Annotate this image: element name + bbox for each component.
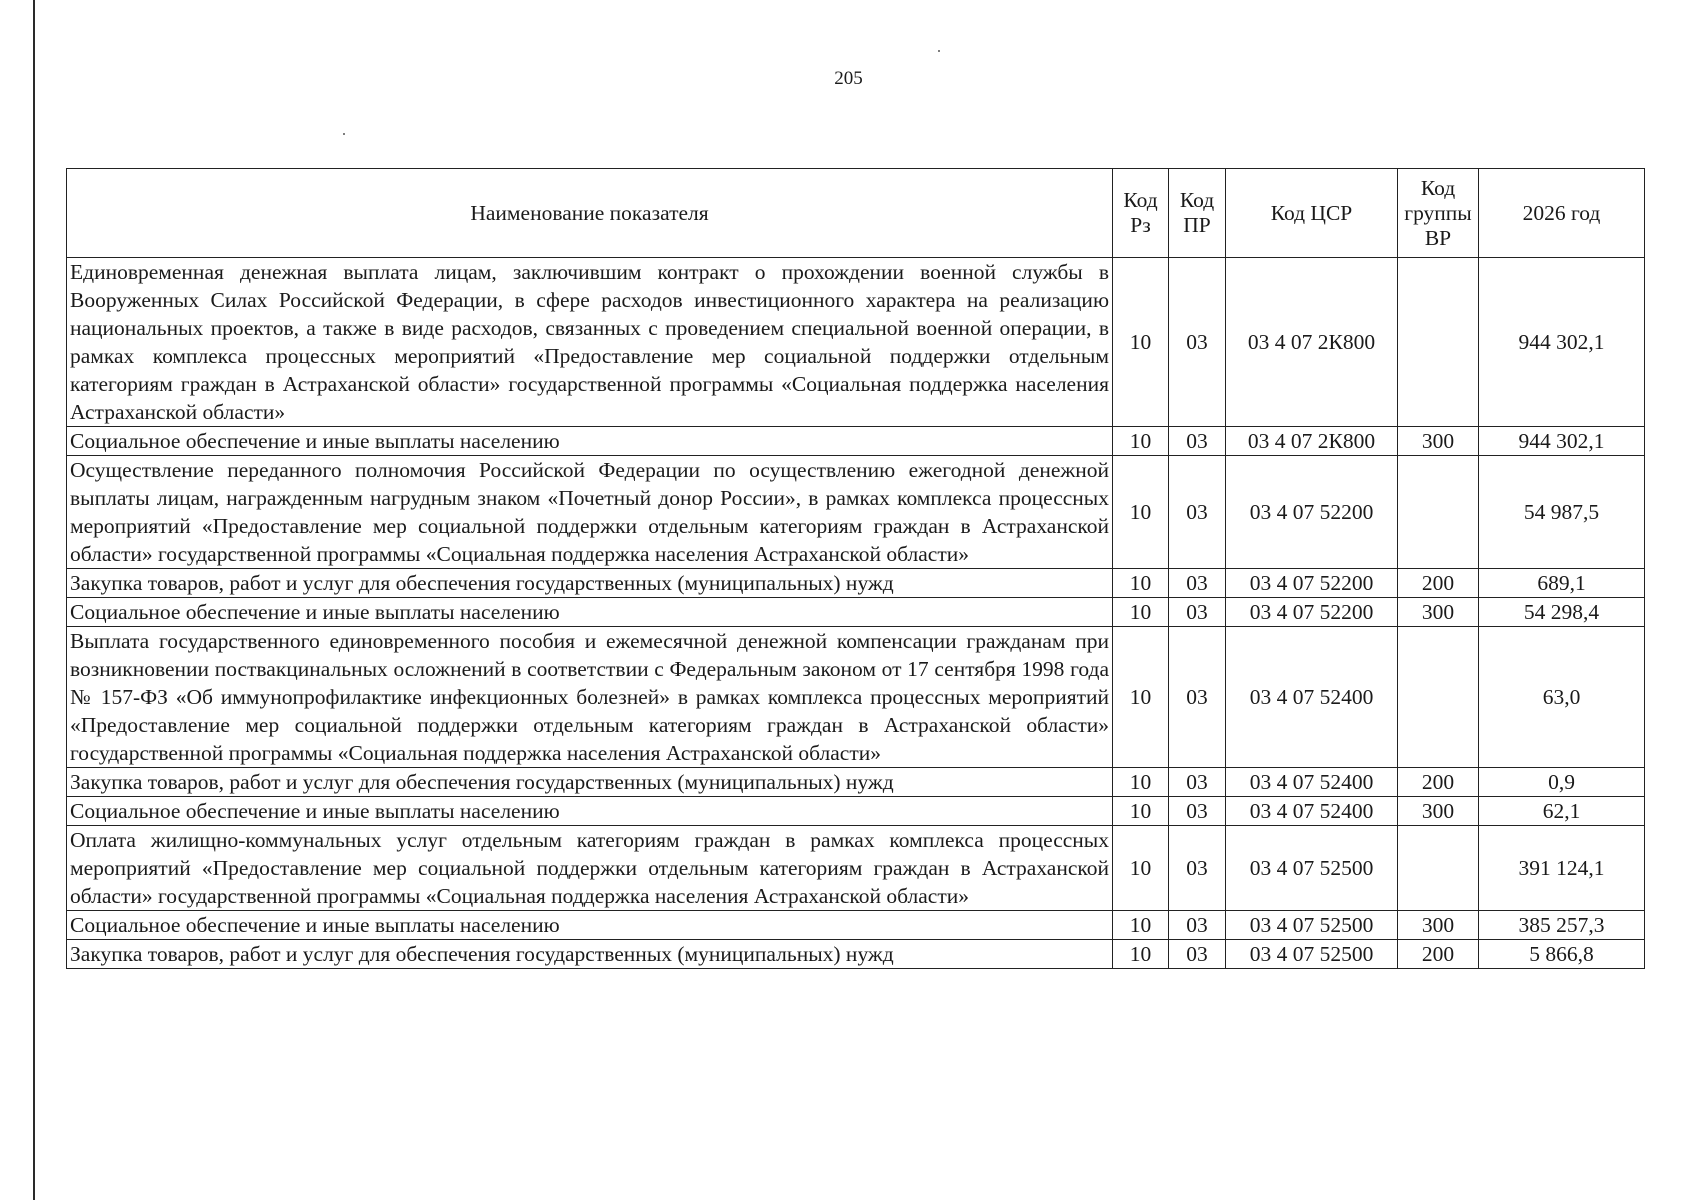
row-amount: 62,1 [1479, 797, 1645, 826]
row-name: Социальное обеспечение и иные выплаты населению [67, 797, 1113, 826]
row-rz: 10 [1113, 940, 1169, 969]
row-pr: 03 [1169, 258, 1226, 427]
table-row [67, 627, 1645, 768]
row-rz: 10 [1113, 826, 1169, 911]
row-rz: 10 [1113, 911, 1169, 940]
row-csr: 03 4 07 52500 [1226, 826, 1398, 911]
row-csr: 03 4 07 52500 [1226, 911, 1398, 940]
table-row [67, 940, 1645, 969]
row-csr: 03 4 07 2К800 [1226, 258, 1398, 427]
row-name: Социальное обеспечение и иные выплаты населению [67, 427, 1113, 456]
row-csr: 03 4 07 2К800 [1226, 427, 1398, 456]
row-amount: 391 124,1 [1479, 826, 1645, 911]
row-csr: 03 4 07 52400 [1226, 797, 1398, 826]
row-vr: 200 [1398, 940, 1479, 969]
row-pr: 03 [1169, 427, 1226, 456]
row-amount: 944 302,1 [1479, 427, 1645, 456]
row-name: Закупка товаров, работ и услуг для обеспечения государственных (муниципальных) нужд [67, 569, 1113, 598]
scan-speck [343, 133, 345, 135]
row-rz: 10 [1113, 768, 1169, 797]
row-vr: 200 [1398, 569, 1479, 598]
row-amount: 385 257,3 [1479, 911, 1645, 940]
row-amount: 0,9 [1479, 768, 1645, 797]
table-row [67, 911, 1645, 940]
row-amount: 689,1 [1479, 569, 1645, 598]
header-csr: Код ЦСР [1226, 169, 1398, 258]
budget-table [66, 168, 1645, 969]
row-name: Выплата государственного единовременного пособия и ежемесячной денежной компенсации гражданам при возникновении поствакцинальных осложнений в соответствии с Федеральным законом от 17 сентября 1998 года № 157-ФЗ «Об иммунопрофилактике инфекционных болезней» в рамках комплекса процессных мероприятий «Предоставление мер социальной поддержки отдельным категориям граждан в Астраханской области» государственной программы «Социальная поддержка населения Астраханской области» [67, 627, 1113, 768]
row-pr: 03 [1169, 940, 1226, 969]
header-pr: Код ПР [1169, 169, 1226, 258]
row-vr: 300 [1398, 797, 1479, 826]
row-pr: 03 [1169, 826, 1226, 911]
row-amount: 54 987,5 [1479, 456, 1645, 569]
header-row [67, 169, 1645, 258]
table-header [67, 169, 1645, 258]
table-row [67, 258, 1645, 427]
row-csr: 03 4 07 52400 [1226, 768, 1398, 797]
row-pr: 03 [1169, 456, 1226, 569]
row-name: Единовременная денежная выплата лицам, заключившим контракт о прохождении военной службы в Вооруженных Силах Российской Федерации, в сфере расходов инвестиционного характера на реализацию национальных проектов, а также в виде расходов, связанных с проведением специальной военной операции, в рамках комплекса процессных мероприятий «Предоставление мер социальной поддержки отдельным категориям граждан в Астраханской области» государственной программы «Социальная поддержка населения Астраханской области» [67, 258, 1113, 427]
header-year: 2026 год [1479, 169, 1645, 258]
row-amount: 944 302,1 [1479, 258, 1645, 427]
row-name: Социальное обеспечение и иные выплаты населению [67, 598, 1113, 627]
row-pr: 03 [1169, 797, 1226, 826]
row-vr: 200 [1398, 768, 1479, 797]
header-vr: Код группы ВР [1398, 169, 1479, 258]
table-row [67, 598, 1645, 627]
row-vr: 300 [1398, 427, 1479, 456]
row-pr: 03 [1169, 911, 1226, 940]
row-rz: 10 [1113, 258, 1169, 427]
row-vr [1398, 258, 1479, 427]
row-amount: 63,0 [1479, 627, 1645, 768]
table-row [67, 569, 1645, 598]
row-name: Оплата жилищно-коммунальных услуг отдельным категориям граждан в рамках комплекса процессных мероприятий «Предоставление мер социальной поддержки отдельным категориям граждан в Астраханской области» государственной программы «Социальная поддержка населения Астраханской области» [67, 826, 1113, 911]
row-csr: 03 4 07 52200 [1226, 456, 1398, 569]
row-rz: 10 [1113, 797, 1169, 826]
row-amount: 5 866,8 [1479, 940, 1645, 969]
row-pr: 03 [1169, 627, 1226, 768]
row-vr: 300 [1398, 598, 1479, 627]
scan-speck [938, 50, 940, 52]
row-rz: 10 [1113, 598, 1169, 627]
row-rz: 10 [1113, 456, 1169, 569]
row-rz: 10 [1113, 627, 1169, 768]
row-vr: 300 [1398, 911, 1479, 940]
row-name: Социальное обеспечение и иные выплаты населению [67, 911, 1113, 940]
table-row [67, 456, 1645, 569]
row-rz: 10 [1113, 569, 1169, 598]
table-row [67, 826, 1645, 911]
row-csr: 03 4 07 52400 [1226, 627, 1398, 768]
table-row [67, 427, 1645, 456]
row-name: Закупка товаров, работ и услуг для обеспечения государственных (муниципальных) нужд [67, 940, 1113, 969]
row-name: Осуществление переданного полномочия Российской Федерации по осуществлению ежегодной денежной выплаты лицам, награжденным нагрудным знаком «Почетный донор России», в рамках комплекса процессных мероприятий «Предоставление мер социальной поддержки отдельным категориям граждан в Астраханской области» государственной программы «Социальная поддержка населения Астраханской области» [67, 456, 1113, 569]
page-number: 205 [834, 68, 863, 89]
row-csr: 03 4 07 52200 [1226, 598, 1398, 627]
row-pr: 03 [1169, 598, 1226, 627]
row-csr: 03 4 07 52200 [1226, 569, 1398, 598]
table-body [67, 258, 1645, 969]
binding-edge-line [33, 0, 35, 1200]
header-rz: Код Рз [1113, 169, 1169, 258]
row-vr [1398, 627, 1479, 768]
row-vr [1398, 456, 1479, 569]
header-name: Наименование показателя [67, 169, 1113, 258]
row-amount: 54 298,4 [1479, 598, 1645, 627]
table-row [67, 797, 1645, 826]
row-csr: 03 4 07 52500 [1226, 940, 1398, 969]
row-rz: 10 [1113, 427, 1169, 456]
row-pr: 03 [1169, 569, 1226, 598]
row-pr: 03 [1169, 768, 1226, 797]
row-name: Закупка товаров, работ и услуг для обеспечения государственных (муниципальных) нужд [67, 768, 1113, 797]
table-row [67, 768, 1645, 797]
row-vr [1398, 826, 1479, 911]
